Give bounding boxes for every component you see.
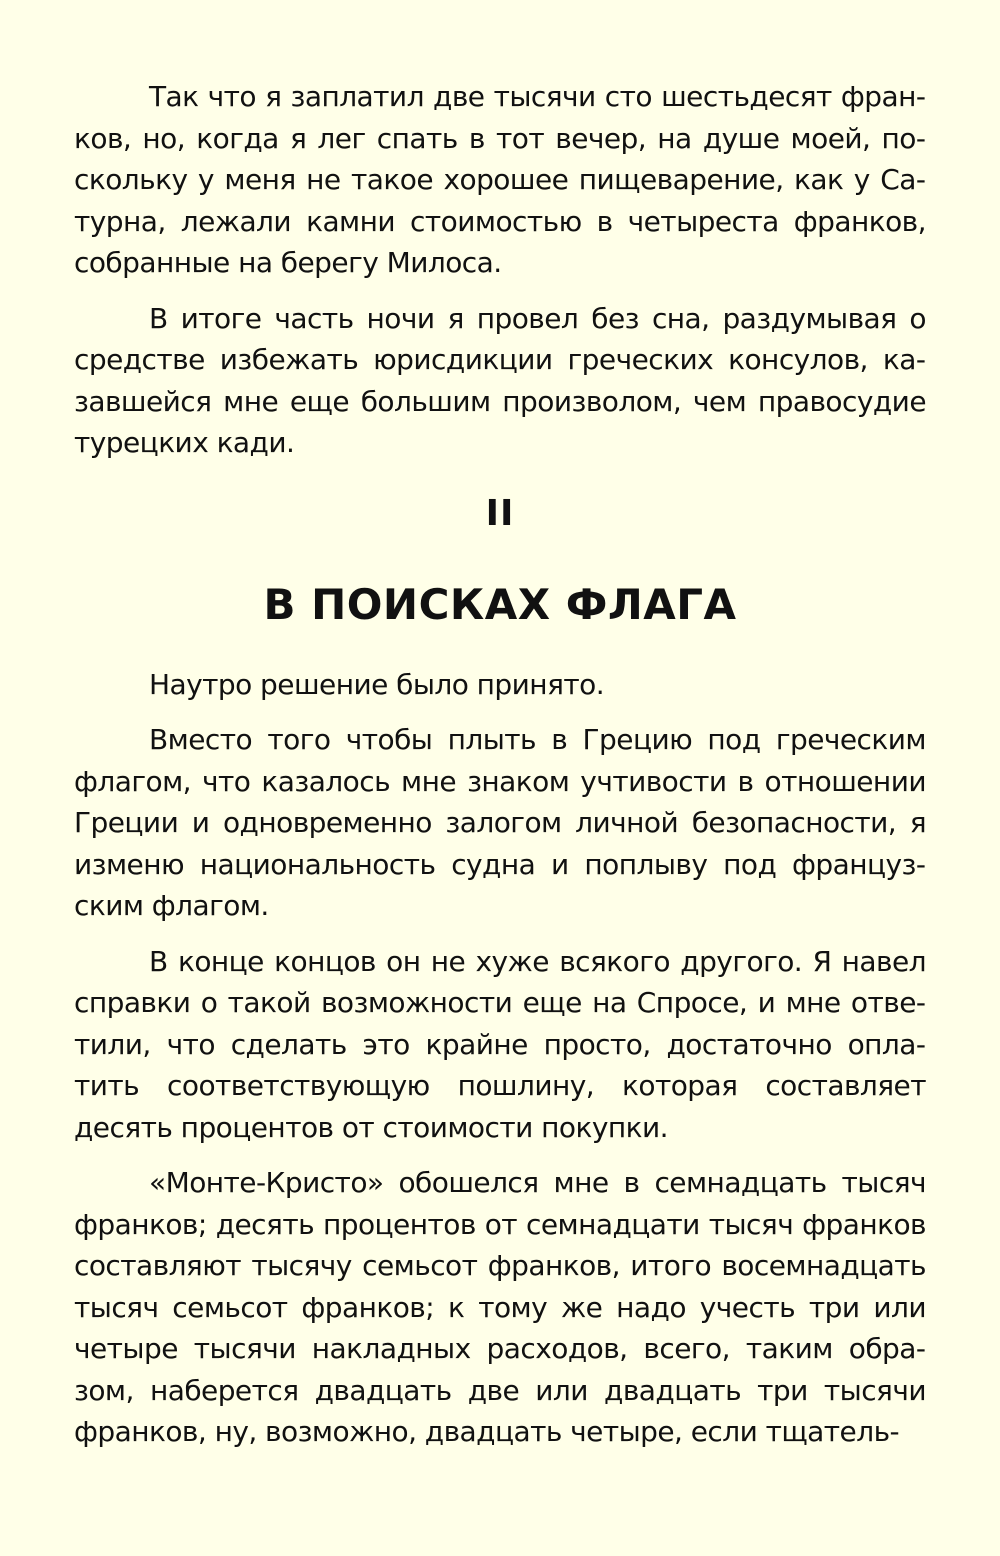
- paragraph-sleepless-night: В итоге часть ночи я провел без сна, раздумывая о средстве избежать юрисдикции греческих консулов, казавшейся мне еще большим произволом, чем правосудие турецких кади.: [74, 301, 926, 459]
- book-page: [74, 76, 926, 1467]
- paragraph-costs: «Монте-Кристо» обошелся мне в семнадцать тысяч франков; десять процентов от семнадцати тысяч франков составляют тысячу семьсот франков, итого восемнадцать тысяч семьсот франков; к тому же надо учесть три или четыре тысячи накладных расходов, всего, таким образом, наберется двадцать две или двадцать три тысячи франков, ну, возможно, двадцать четыре, если тщатель-: [74, 1166, 926, 1448]
- chapter-title: В ПОИСКАХ ФЛАГА: [263, 579, 737, 629]
- paragraph-flag-change: Вместо того чтобы плыть в Грецию под греческим флагом, что казалось мне знаком учтивости в отношении Греции и одновременно залогом личной безопасности, я изменю национальность судна и поплыву под французским флагом.: [74, 723, 926, 922]
- paragraph-inquiry: В конце концов он не хуже всякого другого. Я навел справки о такой возможности еще на Спросе, и мне ответили, что сделать это крайне просто, достаточно оплатить соответствующую пошлину, которая составляет десять процентов от стоимости покупки.: [74, 944, 926, 1144]
- paragraph-decision: Наутро решение было принято.: [149, 667, 605, 701]
- chapter-number: II: [485, 492, 515, 534]
- paragraph-payment: Так что я заплатил две тысячи сто шестьдесят франков, но, когда я лег спать в тот вечер, на душе моей, поскольку у меня не такое хорошее пищеварение, как у Сатурна, лежали камни стоимостью в четыреста франков, собранные на берегу Милоса.: [74, 80, 926, 279]
